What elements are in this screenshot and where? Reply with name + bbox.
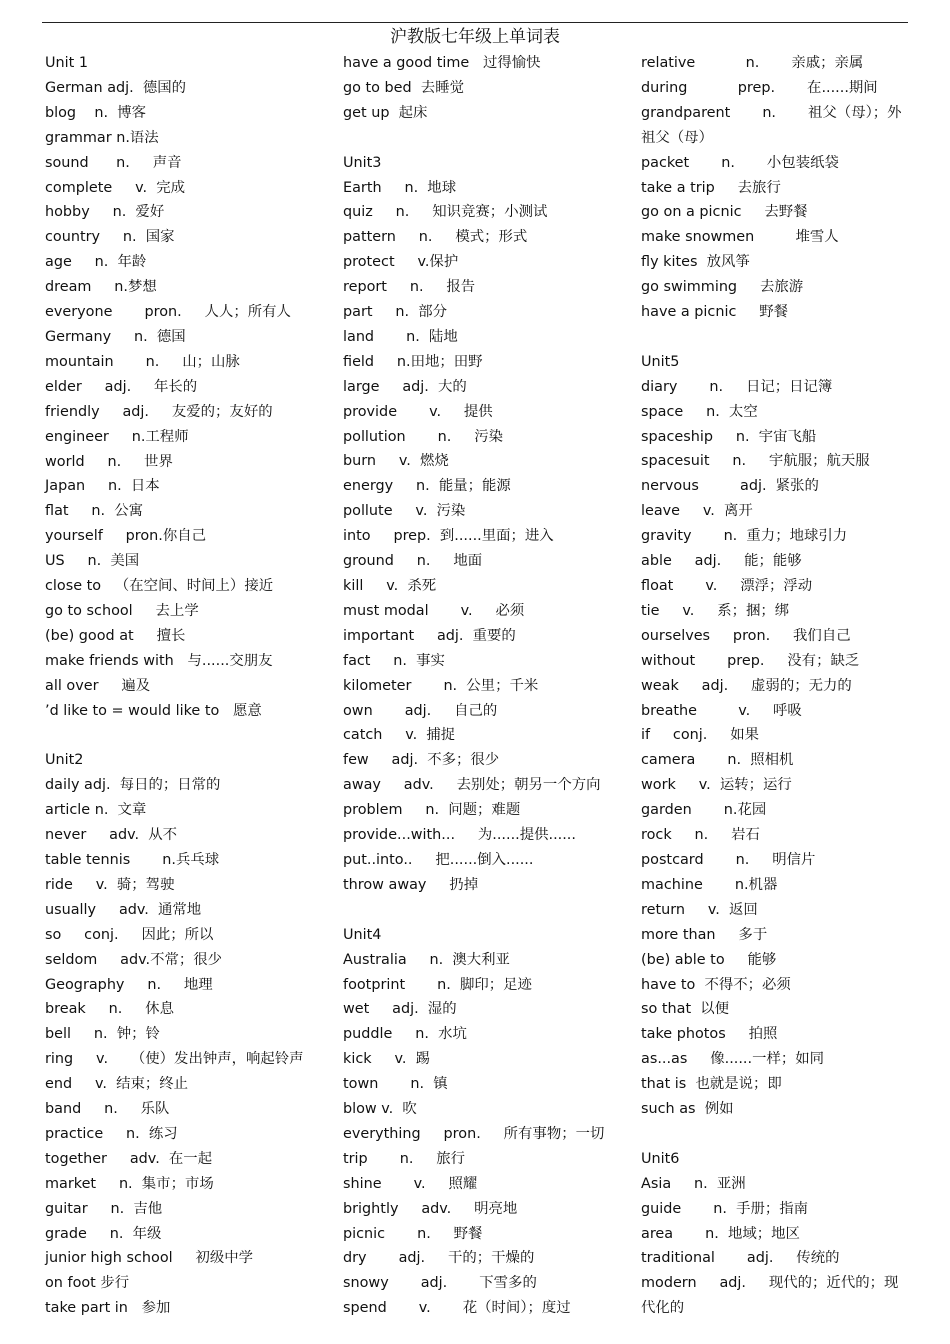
- vocab-entry: few adj. 不多；很少: [343, 752, 500, 769]
- vocab-entry: into prep. 到......里面；进入: [343, 528, 554, 545]
- vocab-entry: quiz n. 知识竞赛；小测试: [343, 204, 548, 221]
- vocab-entry: age n. 年龄: [45, 254, 147, 271]
- vocab-entry: important adj. 重要的: [343, 627, 516, 644]
- vocab-entry: kick v. 踢: [343, 1051, 430, 1068]
- vocab-entry: grade n. 年级: [45, 1225, 162, 1242]
- vocab-entry: wet adj. 湿的: [343, 1001, 457, 1018]
- vocab-entry: table tennis n.兵乓球: [45, 851, 220, 868]
- blank-line: [45, 723, 337, 748]
- vocab-entry: field n.田地；田野: [343, 353, 483, 370]
- vocab-entry: more than 多于: [641, 926, 768, 943]
- vocab-entry: during prep. 在......期间: [641, 79, 878, 96]
- vocab-entry: make friends with 与......交朋友: [45, 652, 273, 669]
- vocab-entry: spend v. 花（时间）；度过: [343, 1300, 571, 1317]
- unit-heading: Unit5: [641, 353, 680, 370]
- vocab-entry: grandparent n. 祖父（母）；外祖父（母）: [641, 104, 902, 146]
- vocab-entry: have a good time 过得愉快: [343, 55, 541, 71]
- vocab-entry: dry adj. 干的；干燥的: [343, 1250, 535, 1267]
- vocab-entry: modern adj. 现代的；近代的；现代化的: [641, 1275, 899, 1317]
- vocab-entry: seldom adv.不常；很少: [45, 951, 223, 968]
- vocab-entry: bell n. 钟；铃: [45, 1026, 160, 1043]
- blank-line: [641, 1122, 911, 1147]
- vocab-entry: hobby n. 爱好: [45, 204, 165, 221]
- vocab-entry: US n. 美国: [45, 553, 140, 570]
- blank-line: [641, 325, 911, 350]
- vocab-entry: so conj. 因此；所以: [45, 926, 214, 943]
- vocab-entry: so that 以便: [641, 1001, 730, 1018]
- vocab-entry: never adv. 从不: [45, 827, 177, 844]
- vocab-entry: dream n.梦想: [45, 279, 157, 296]
- vocab-entry: put..into.. 把......倒入......: [343, 851, 534, 868]
- vocab-entry: picnic n. 野餐: [343, 1225, 483, 1242]
- vocab-entry: brightly adv. 明亮地: [343, 1200, 518, 1217]
- vocab-entry: go swimming 去旅游: [641, 279, 804, 296]
- vocab-entry: throw away 扔掉: [343, 876, 479, 893]
- vocab-entry: ring v. （使）发出钟声，响起铃声: [45, 1051, 304, 1068]
- vocab-entry: ride v. 骑；驾驶: [45, 876, 175, 893]
- vocab-entry: pollute v. 污染: [343, 503, 466, 520]
- vocab-entry: blow v. 吹: [343, 1101, 417, 1118]
- vocab-entry: as...as 像......一样；如同: [641, 1051, 825, 1068]
- vocab-entry: friendly adj. 友爱的；友好的: [45, 403, 273, 420]
- unit-heading: Unit 1: [45, 55, 89, 71]
- vocab-entry: band n. 乐队: [45, 1101, 170, 1118]
- vocab-entry: kilometer n. 公里；千米: [343, 677, 539, 694]
- vocab-entry: large adj. 大的: [343, 378, 467, 395]
- vocab-entry: space n. 太空: [641, 403, 758, 420]
- vocab-entry: footprint n. 脚印；足迹: [343, 976, 532, 993]
- vocab-entry: fly kites 放风筝: [641, 254, 750, 271]
- vocab-entry: relative n. 亲戚；亲属: [641, 55, 864, 71]
- blank-line: [343, 898, 635, 923]
- vocab-entry: camera n. 照相机: [641, 752, 794, 769]
- vocab-entry: weak adj. 虚弱的；无力的: [641, 677, 852, 694]
- vocab-entry: puddle n. 水坑: [343, 1026, 467, 1043]
- unit-heading: Unit6: [641, 1150, 680, 1167]
- vocab-entry: kill v. 杀死: [343, 578, 437, 595]
- vocab-entry: market n. 集市；市场: [45, 1175, 214, 1192]
- vocab-entry: float v. 漂浮；浮动: [641, 578, 813, 595]
- vocab-entry: ground n. 地面: [343, 553, 483, 570]
- vocab-entry: if conj. 如果: [641, 727, 759, 744]
- vocab-entry: energy n. 能量；能源: [343, 478, 511, 495]
- vocab-entry: yourself pron.你自己: [45, 528, 207, 545]
- vocab-entry: pollution n. 污染: [343, 428, 503, 445]
- vocab-entry: must modal v. 必须: [343, 602, 525, 619]
- vocab-entry: go to bed 去睡觉: [343, 79, 464, 96]
- vocab-entry: country n. 国家: [45, 229, 175, 246]
- vocab-entry: traditional adj. 传统的: [641, 1250, 840, 1267]
- vocab-entry: gravity n. 重力；地球引力: [641, 528, 848, 545]
- vocab-entry: article n. 文章: [45, 802, 147, 819]
- vocab-entry: make snowmen 堆雪人: [641, 229, 839, 246]
- top-rule: [42, 22, 908, 23]
- vocab-entry: spacesuit n. 宇航服；航天服: [641, 453, 870, 470]
- column-3: [641, 51, 911, 1321]
- column-2: [343, 51, 635, 1321]
- vocab-entry: daily adj. 每日的；日常的: [45, 777, 221, 794]
- blank-line: [343, 126, 635, 151]
- vocab-entry: return v. 返回: [641, 901, 758, 918]
- vocab-entry: have to 不得不；必须: [641, 976, 791, 993]
- vocab-entry: junior high school 初级中学: [45, 1250, 254, 1267]
- vocab-entry: elder adj. 年长的: [45, 378, 198, 395]
- vocab-entry: close to （在空间、时间上）接近: [45, 578, 274, 595]
- vocab-entry: packet n. 小包装纸袋: [641, 154, 839, 171]
- unit-heading: Unit3: [343, 154, 382, 171]
- unit-heading: Unit4: [343, 926, 382, 943]
- vocab-entry: usually adv. 通常地: [45, 901, 202, 918]
- vocab-entry: garden n.花园: [641, 802, 767, 819]
- vocab-entry: take part in 参加: [45, 1300, 171, 1317]
- vocab-entry: Japan n. 日本: [45, 478, 160, 495]
- vocab-entry: diary n. 日记；日记簿: [641, 378, 833, 395]
- vocab-entry: tie v. 系；捆；绑: [641, 602, 790, 619]
- vocab-entry: breathe v. 呼吸: [641, 702, 802, 719]
- vocab-entry: get up 起床: [343, 104, 428, 121]
- vocab-entry: take photos 拍照: [641, 1026, 778, 1043]
- vocab-entry: leave v. 离开: [641, 503, 753, 520]
- vocab-entry: problem n. 问题；难题: [343, 802, 521, 819]
- vocab-entry: Australia n. 澳大利亚: [343, 951, 510, 968]
- vocab-entry: Geography n. 地理: [45, 976, 213, 993]
- vocab-entry: catch v. 捕捉: [343, 727, 456, 744]
- vocab-entry: (be) able to 能够: [641, 951, 777, 968]
- vocab-entry: on foot 步行: [45, 1275, 130, 1292]
- vocab-entry: town n. 镇: [343, 1076, 448, 1093]
- vocab-entry: part n. 部分: [343, 304, 448, 321]
- vocab-entry: trip n. 旅行: [343, 1150, 466, 1167]
- vocab-entry: burn v. 燃烧: [343, 453, 449, 470]
- vocab-entry: shine v. 照耀: [343, 1175, 478, 1192]
- vocab-entry: provide v. 提供: [343, 403, 493, 420]
- vocab-entry: practice n. 练习: [45, 1125, 178, 1142]
- vocab-entry: able adj. 能；能够: [641, 553, 802, 570]
- vocab-entry: flat n. 公寓: [45, 503, 144, 520]
- column-1: [45, 51, 337, 1321]
- vocab-entry: guitar n. 吉他: [45, 1200, 163, 1217]
- page-title: 沪教版七年级上单词表: [390, 27, 560, 47]
- vocab-entry: without prep. 没有；缺乏: [641, 652, 860, 669]
- vocab-entry: Asia n. 亚洲: [641, 1175, 746, 1192]
- vocab-entry: guide n. 手册；指南: [641, 1200, 809, 1217]
- vocab-entry: snowy adj. 下雪多的: [343, 1275, 537, 1292]
- vocab-entry: have a picnic 野餐: [641, 304, 789, 321]
- vocab-entry: nervous adj. 紧张的: [641, 478, 819, 495]
- vocab-entry: break n. 休息: [45, 1001, 174, 1018]
- vocab-entry: fact n. 事实: [343, 652, 445, 669]
- vocab-entry: mountain n. 山；山脉: [45, 353, 240, 370]
- vocab-entry: world n. 世界: [45, 453, 173, 470]
- vocab-entry: away adv. 去别处；朝另一个方向: [343, 777, 601, 794]
- vocab-entry: postcard n. 明信片: [641, 851, 816, 868]
- vocab-entry: engineer n.工程师: [45, 428, 189, 445]
- vocab-entry: pattern n. 模式；形式: [343, 229, 528, 246]
- vocab-entry: Earth n. 地球: [343, 179, 457, 196]
- vocab-entry: grammar n.语法: [45, 129, 159, 146]
- vocab-entry: spaceship n. 宇宙飞船: [641, 428, 817, 445]
- vocab-entry: German adj. 德国的: [45, 79, 187, 96]
- vocab-entry: complete v. 完成: [45, 179, 185, 196]
- vocab-entry: protect v.保护: [343, 254, 459, 271]
- vocab-entry: work v. 运转；运行: [641, 777, 792, 794]
- vocab-entry: that is 也就是说；即: [641, 1076, 782, 1093]
- vocab-entry: land n. 陆地: [343, 328, 458, 345]
- vocab-entry: together adv. 在一起: [45, 1150, 213, 1167]
- vocab-entry: ourselves pron. 我们自己: [641, 627, 851, 644]
- vocab-entry: sound n. 声音: [45, 154, 182, 171]
- vocab-entry: rock n. 岩石: [641, 827, 760, 844]
- vocab-entry: go to school 去上学: [45, 602, 199, 619]
- vocab-entry: area n. 地域；地区: [641, 1225, 800, 1242]
- vocab-entry: Germany n. 德国: [45, 328, 186, 345]
- vocab-entry: all over 遍及: [45, 677, 151, 694]
- vocab-entry: machine n.机器: [641, 876, 778, 893]
- vocab-entry: go on a picnic 去野餐: [641, 204, 808, 221]
- unit-heading: Unit2: [45, 752, 84, 769]
- vocab-entry: take a trip 去旅行: [641, 179, 781, 196]
- vocab-entry: everyone pron. 人人；所有人: [45, 304, 291, 321]
- vocab-entry: ’d like to = would like to 愿意: [45, 702, 262, 719]
- vocab-entry: end v. 结束；终止: [45, 1076, 189, 1093]
- vocab-entry: provide...with... 为......提供......: [343, 827, 576, 844]
- vocab-entry: everything pron. 所有事物；一切: [343, 1125, 605, 1142]
- vocab-entry: blog n. 博客: [45, 104, 146, 121]
- vocab-entry: report n. 报告: [343, 279, 476, 296]
- vocab-entry: such as 例如: [641, 1101, 734, 1118]
- vocab-entry: (be) good at 擅长: [45, 627, 186, 644]
- vocab-entry: own adj. 自己的: [343, 702, 498, 719]
